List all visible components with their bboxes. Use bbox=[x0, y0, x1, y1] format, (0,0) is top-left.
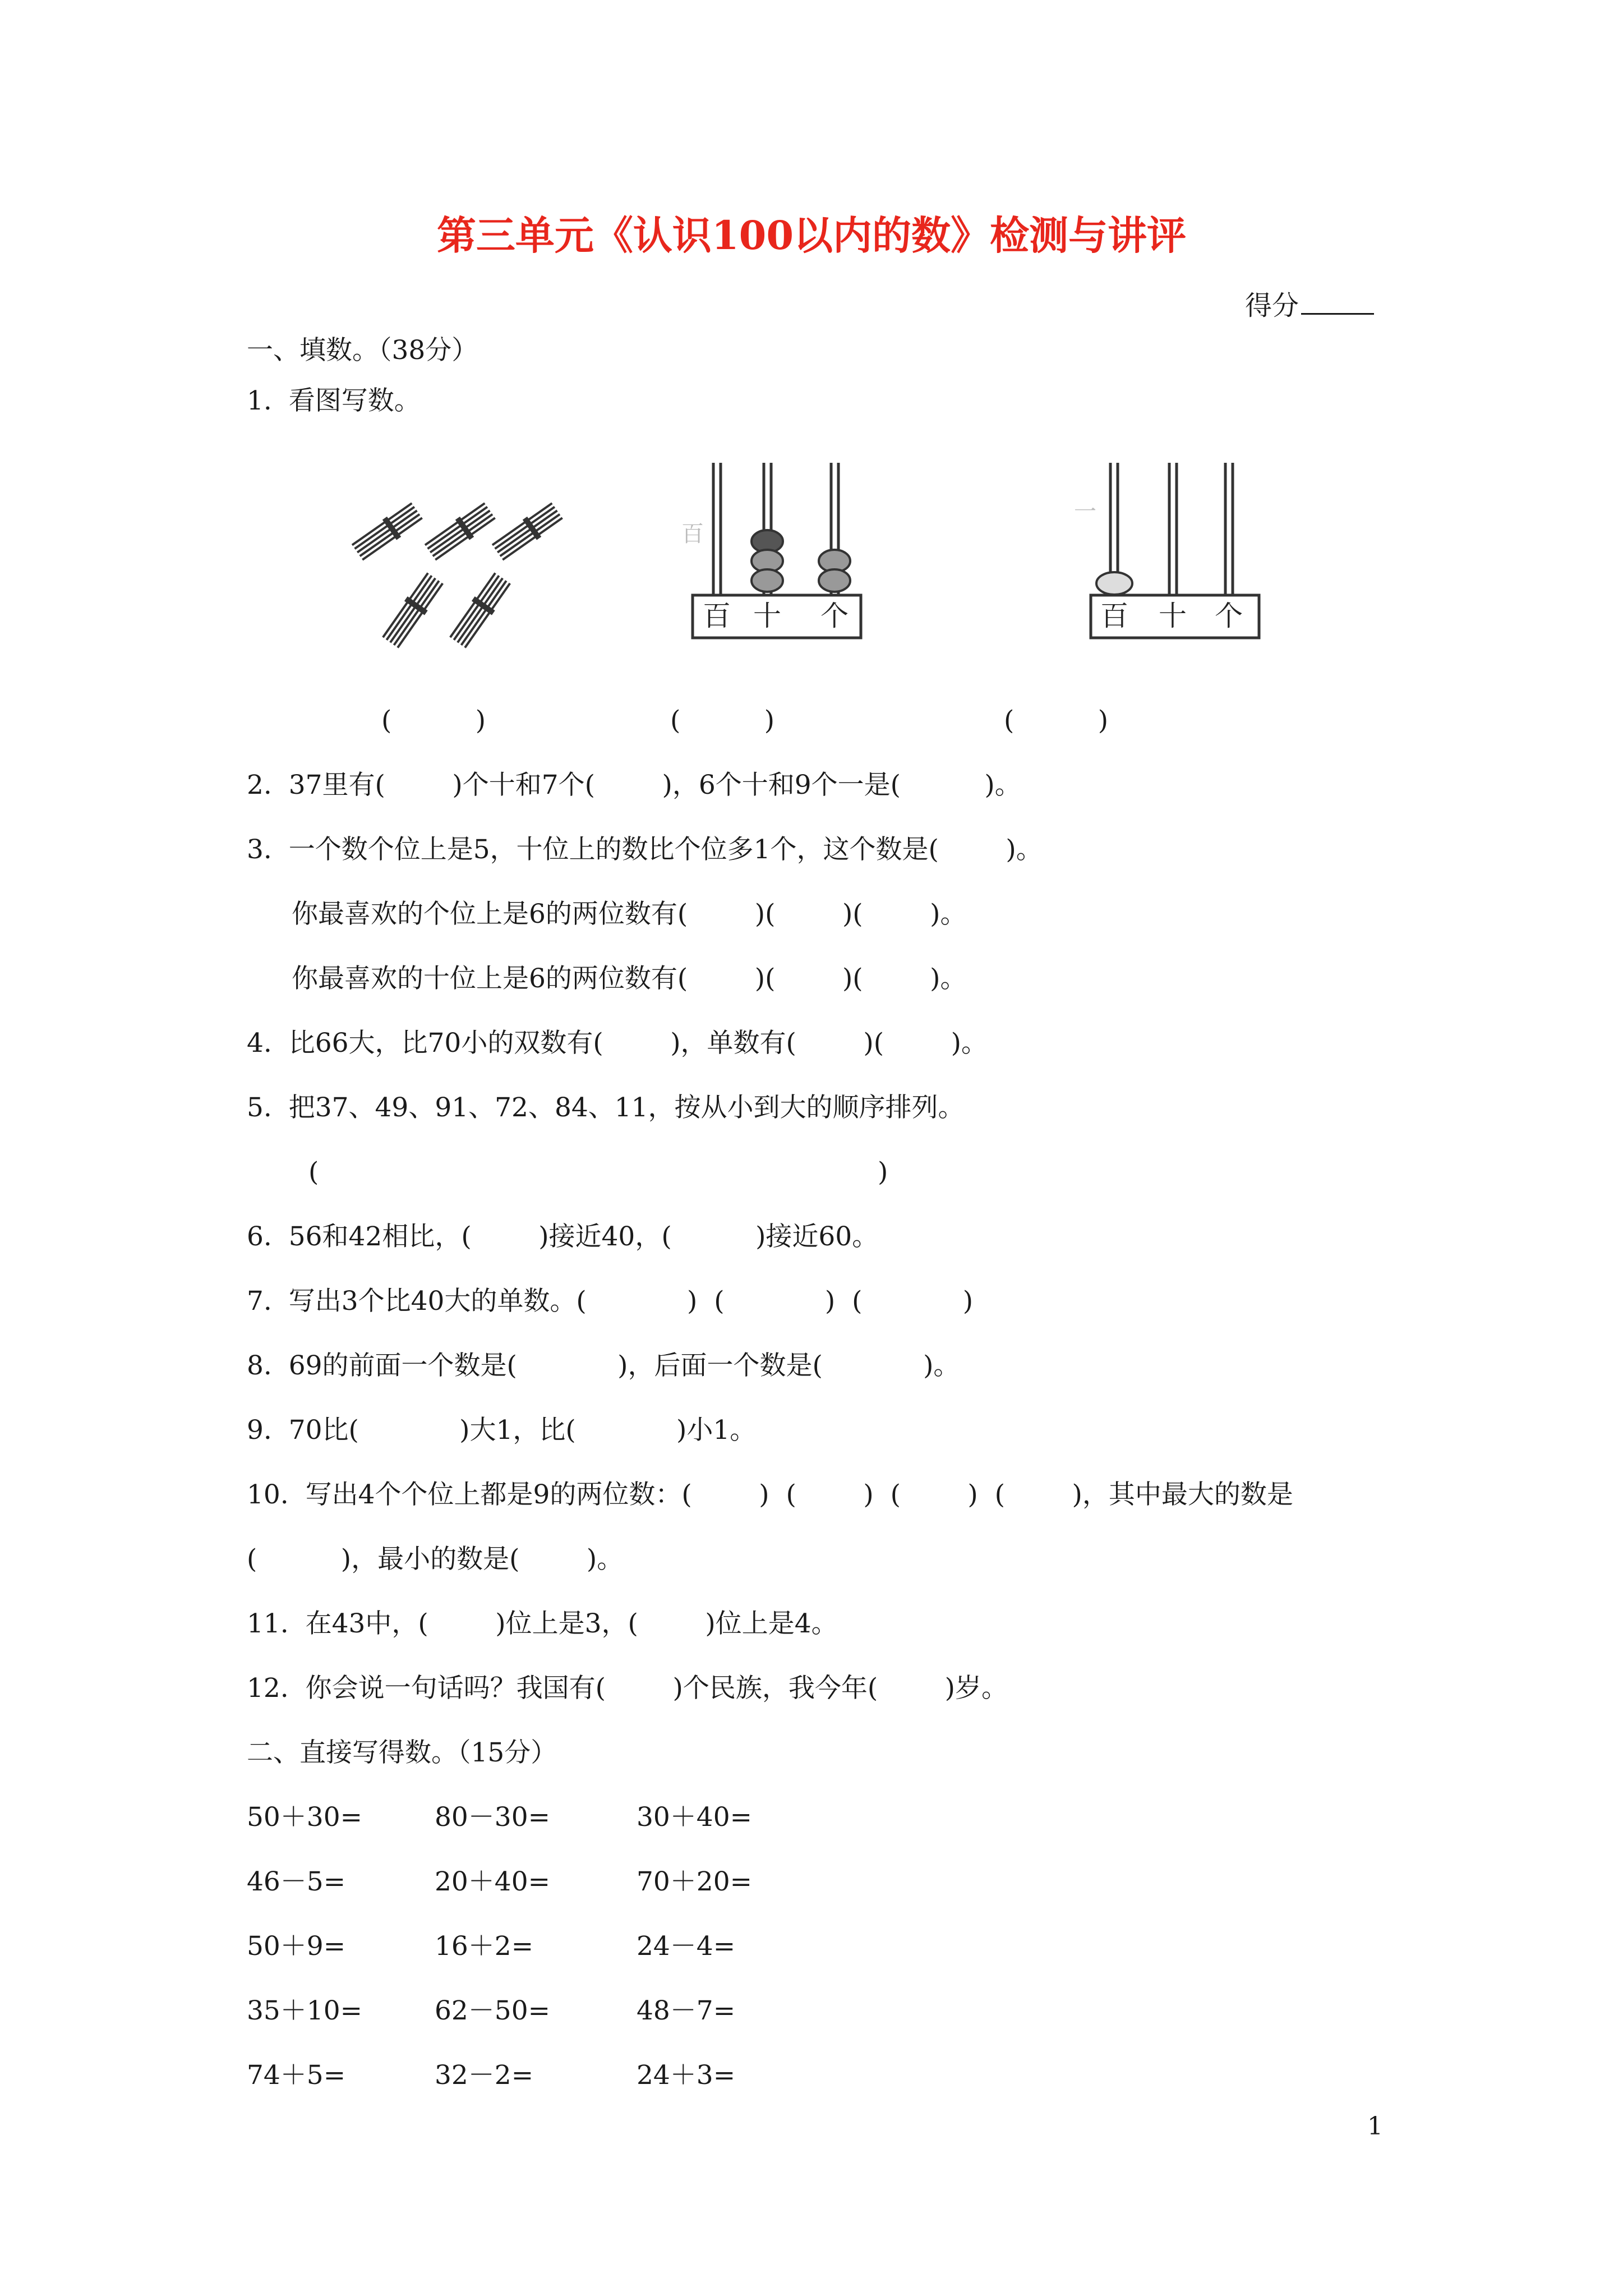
section2-heading: 二、直接写得数。（15分） bbox=[247, 1737, 557, 1768]
question-7: 7. 写出3个比40大的单数。( ) ( ) ( ) bbox=[247, 1286, 974, 1317]
question-10-cont: ( )，最小的数是( )。 bbox=[247, 1544, 624, 1575]
question-3a: 你最喜欢的个位上是6的两位数有( )( )( )。 bbox=[292, 899, 967, 930]
arith-item: 50＋30= bbox=[247, 1802, 362, 1833]
question-12: 12. 你会说一句话吗？我国有( )个民族，我今年( )岁。 bbox=[247, 1673, 1008, 1704]
stick-bundles-figure bbox=[348, 494, 583, 679]
arith-item: 35＋10= bbox=[247, 1995, 362, 2026]
question-3b: 你最喜欢的十位上是6的两位数有( )( )( )。 bbox=[292, 963, 967, 994]
question-8: 8. 69的前面一个数是( )，后面一个数是( )。 bbox=[247, 1350, 960, 1381]
stick-bundle bbox=[448, 571, 513, 650]
question-10: 10. 写出4个个位上都是9的两位数：( ) ( ) ( ) ( )，其中最大的数是 bbox=[247, 1479, 1293, 1510]
arith-item: 48－7= bbox=[637, 1995, 736, 2026]
arith-item: 24－4= bbox=[637, 1931, 736, 1962]
abacus-label-ones: 个 bbox=[820, 600, 849, 632]
question-5: 5. 把37、49、91、72、84、11，按从小到大的顺序排列。 bbox=[247, 1092, 965, 1123]
question-1: 1. 看图写数。 bbox=[247, 385, 421, 416]
answer-blank-1[interactable]: ( ) bbox=[381, 705, 486, 736]
stick-bundle bbox=[380, 571, 445, 650]
svg-text:百: 百 bbox=[681, 521, 704, 547]
question-11: 11. 在43中，( )位上是3，( )位上是4。 bbox=[247, 1608, 838, 1639]
answer-blank-2[interactable]: ( ) bbox=[670, 705, 775, 736]
question-9: 9. 70比( )大1，比( )小1。 bbox=[247, 1415, 757, 1446]
arith-item: 32－2= bbox=[435, 2060, 534, 2091]
arith-item: 62－50= bbox=[435, 1995, 550, 2026]
question-3: 3. 一个数个位上是5，十位上的数比个位多1个，这个数是( )。 bbox=[247, 834, 1043, 865]
arith-item: 50＋9= bbox=[247, 1931, 346, 1962]
arith-item: 70＋20= bbox=[637, 1866, 752, 1897]
abacus-label-tens: 十 bbox=[753, 600, 781, 632]
arith-item: 24＋3= bbox=[637, 2060, 736, 2091]
arith-item: 80－30= bbox=[435, 1802, 550, 1833]
abacus-label-hundreds: 百 bbox=[1100, 600, 1128, 632]
arith-item: 16＋2= bbox=[435, 1931, 534, 1962]
abacus-bead bbox=[1096, 572, 1132, 595]
stick-bundle bbox=[350, 500, 424, 563]
abacus-bead bbox=[819, 569, 850, 592]
page-title: 第三单元《认识100以内的数》检测与讲评 bbox=[436, 212, 1187, 259]
svg-text:一: 一 bbox=[1074, 499, 1096, 524]
abacus-label-tens: 十 bbox=[1159, 600, 1187, 632]
arith-item: 20＋40= bbox=[435, 1866, 550, 1897]
q5-open-paren[interactable]: ( bbox=[308, 1157, 319, 1188]
arith-item: 74＋5= bbox=[247, 2060, 346, 2091]
arith-item: 30＋40= bbox=[637, 1802, 752, 1833]
answer-blank-3[interactable]: ( ) bbox=[1004, 705, 1109, 736]
question-2: 2. 37里有( )个十和7个( )，6个十和9个一是( )。 bbox=[247, 770, 1021, 800]
arith-item: 46－5= bbox=[247, 1866, 346, 1897]
abacus-label-ones: 个 bbox=[1215, 600, 1243, 632]
abacus-label-hundreds: 百 bbox=[703, 600, 731, 632]
question-6: 6. 56和42相比，( )接近40，( )接近60。 bbox=[247, 1221, 879, 1252]
score-label: 得分 bbox=[1245, 290, 1299, 321]
q5-close-paren: ) bbox=[878, 1157, 888, 1188]
stick-bundle bbox=[423, 500, 497, 563]
stick-bundle bbox=[490, 500, 564, 563]
question-4: 4. 比66大，比70小的双数有( )，单数有( )( )。 bbox=[247, 1028, 988, 1059]
score-blank[interactable] bbox=[1301, 286, 1374, 315]
score-field bbox=[1245, 286, 1374, 325]
abacus-figure-1 bbox=[681, 457, 872, 642]
abacus-bead bbox=[751, 569, 783, 592]
page-number: 1 bbox=[1367, 2112, 1383, 2141]
section1-heading: 一、填数。（38分） bbox=[247, 335, 478, 366]
abacus-figure-2 bbox=[1074, 457, 1276, 642]
